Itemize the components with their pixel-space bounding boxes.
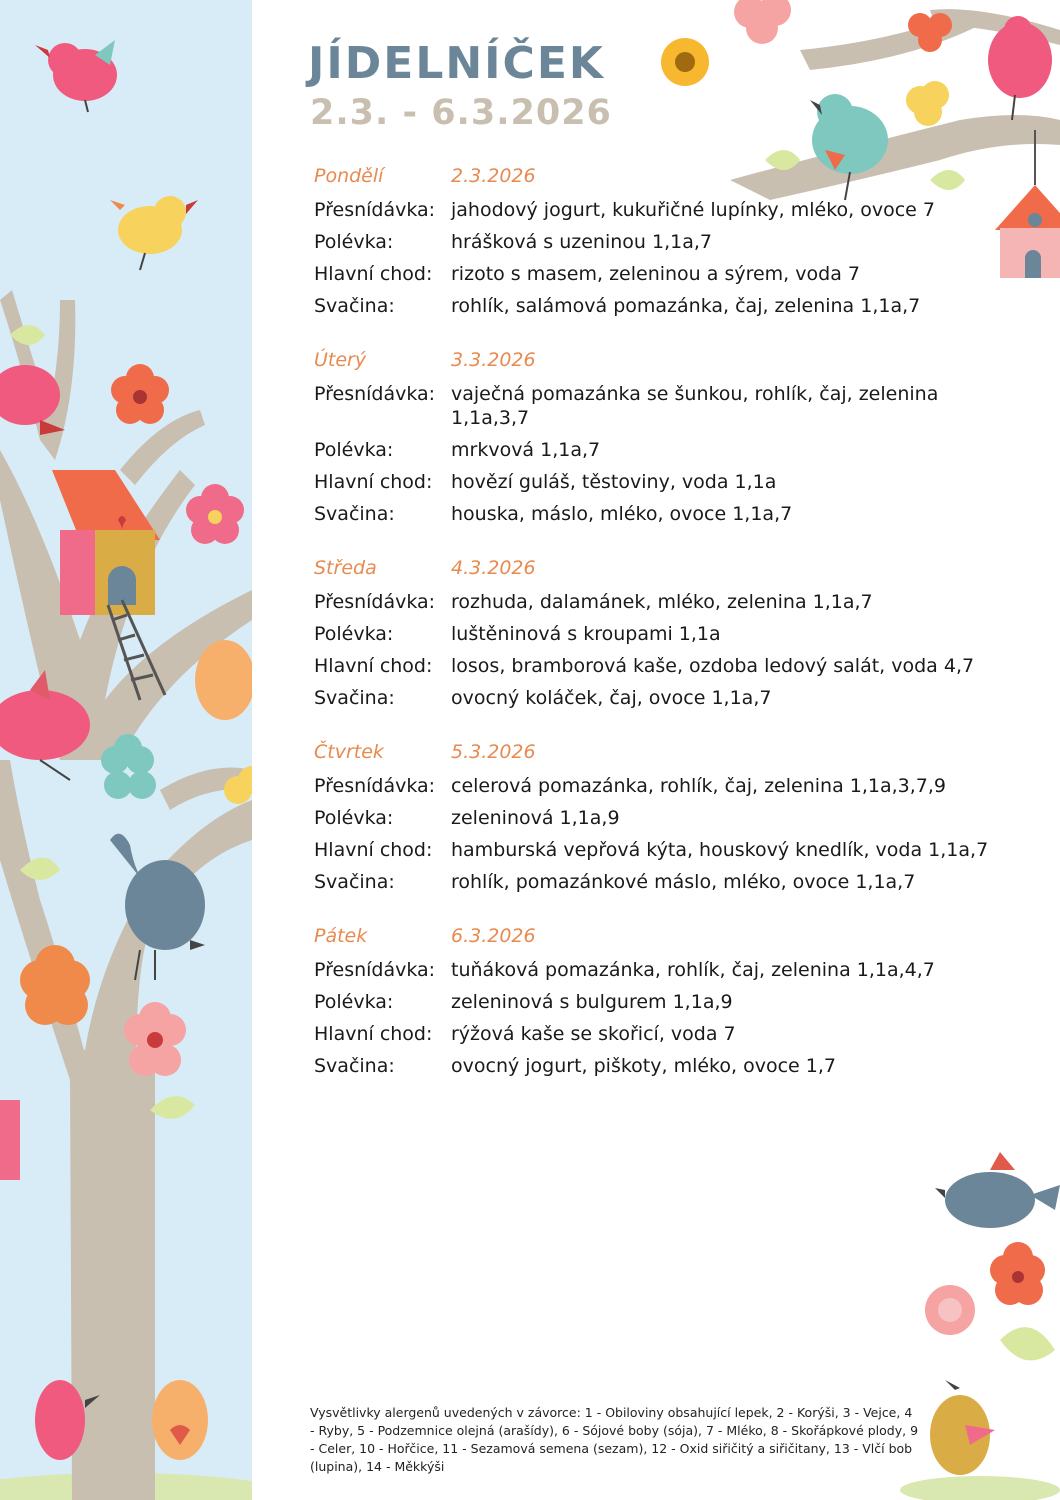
day-heading: [314, 346, 994, 374]
day-date: 4.3.2026: [451, 557, 536, 579]
meal-row: [314, 1054, 994, 1078]
day-name: Pondělí: [314, 165, 384, 187]
meal-label: Svačina:: [314, 295, 395, 317]
meal-text: ovocný jogurt, piškoty, mléko, ovoce 1,7: [451, 1055, 836, 1077]
meal-label: Svačina:: [314, 871, 395, 893]
meal-text: rohlík, salámová pomazánka, čaj, zelenina 1,1a,7: [451, 295, 921, 317]
meal-label: Polévka:: [314, 991, 394, 1013]
meal-label: Přesnídávka:: [314, 775, 436, 797]
day-heading: [314, 162, 994, 190]
meal-row: [314, 1022, 994, 1046]
meal-row: [314, 590, 994, 614]
day-heading: [314, 922, 994, 950]
meal-row: [314, 990, 994, 1014]
meal-label: Svačina:: [314, 687, 395, 709]
meal-text: celerová pomazánka, rohlík, čaj, zelenina 1,1a,3,7,9: [451, 775, 947, 797]
day-section: [314, 738, 994, 894]
meal-row: [314, 806, 994, 830]
meal-text: ovocný koláček, čaj, ovoce 1,1a,7: [451, 687, 772, 709]
date-range: 2.3. - 6.3.2026: [310, 93, 612, 133]
meal-row: [314, 838, 994, 862]
day-date: 2.3.2026: [451, 165, 536, 187]
meal-row: [314, 230, 994, 254]
day-date: 3.3.2026: [451, 349, 536, 371]
meal-label: Hlavní chod:: [314, 839, 433, 861]
bottom-right-birds-decoration: [900, 1140, 1060, 1500]
day-date: 5.3.2026: [451, 741, 536, 763]
decorative-tree-strip: [0, 0, 252, 1500]
meal-label: Svačina:: [314, 1055, 395, 1077]
meal-label: Hlavní chod:: [314, 263, 433, 285]
meal-label: Přesnídávka:: [314, 591, 436, 613]
meal-text: rohlík, pomazánkové máslo, mléko, ovoce 1,1a,7: [451, 871, 916, 893]
meal-text: mrkvová 1,1a,7: [451, 439, 601, 461]
day-name: Středa: [314, 557, 377, 579]
tree-illustration: [0, 0, 252, 1500]
meal-text: hrášková s uzeninou 1,1a,7: [451, 231, 712, 253]
meal-label: Přesnídávka:: [314, 383, 436, 405]
day-section: [314, 554, 994, 710]
meal-row: [314, 622, 994, 646]
day-date: 6.3.2026: [451, 925, 536, 947]
allergen-legend: Vysvětlivky alergenů uvedených v závorce: 1 - Obiloviny obsahující lepek, 2 - Korýši, 3 - Vejce, 4 - Ryby, 5 - Podzemnice olejná (arašídy), 6 - Sójové boby (sója), 7 - Mléko, 8 - Skořápkové plody, 9 - Celer, 10 - Hořčice, 11 - Sezamová semena (sezam), 12 - Oxid siřičitý a siřičitany, 13 - Vlčí bob (lupina), 14 - Měkkýši: [310, 1405, 919, 1474]
meal-row: [314, 958, 994, 982]
meal-label: Svačina:: [314, 503, 395, 525]
meal-text: losos, bramborová kaše, ozdoba ledový salát, voda 4,7: [451, 655, 975, 677]
meal-text: hovězí guláš, těstoviny, voda 1,1a: [451, 471, 777, 493]
meal-row: [314, 198, 994, 222]
meal-text: tuňáková pomazánka, rohlík, čaj, zelenina 1,1a,4,7: [451, 959, 935, 981]
meal-text: rýžová kaše se skořicí, voda 7: [451, 1023, 736, 1045]
meal-row: [314, 262, 994, 286]
meal-row: [314, 774, 994, 798]
meal-text: houska, máslo, mléko, ovoce 1,1a,7: [451, 503, 793, 525]
meal-label: Polévka:: [314, 807, 394, 829]
page-title: JÍDELNÍČEK: [308, 38, 605, 89]
meal-label: Přesnídávka:: [314, 959, 436, 981]
meal-text: vaječná pomazánka se šunkou, rohlík, čaj, zelenina 1,1a,3,7: [451, 383, 939, 429]
meal-label: Hlavní chod:: [314, 655, 433, 677]
meal-text: rozhuda, dalamánek, mléko, zelenina 1,1a,7: [451, 591, 873, 613]
day-name: Pátek: [314, 925, 368, 947]
meal-label: Přesnídávka:: [314, 199, 436, 221]
meal-label: Polévka:: [314, 623, 394, 645]
meal-label: Hlavní chod:: [314, 471, 433, 493]
day-name: Čtvrtek: [314, 741, 384, 763]
meal-label: Polévka:: [314, 439, 394, 461]
meal-row: [314, 870, 994, 894]
meal-row: [314, 382, 994, 430]
meal-row: [314, 470, 994, 494]
meal-row: [314, 502, 994, 526]
meal-row: [314, 686, 994, 710]
day-section: [314, 162, 994, 318]
day-section: [314, 922, 994, 1078]
meal-label: Polévka:: [314, 231, 394, 253]
weekly-menu: [314, 162, 994, 1106]
day-heading: [314, 738, 994, 766]
meal-row: [314, 294, 994, 318]
day-section: [314, 346, 994, 526]
meal-text: luštěninová s kroupami 1,1a: [451, 623, 721, 645]
meal-label: Hlavní chod:: [314, 1023, 433, 1045]
meal-text: zeleninová s bulgurem 1,1a,9: [451, 991, 733, 1013]
day-heading: [314, 554, 994, 582]
meal-row: [314, 438, 994, 462]
meal-text: hamburská vepřová kýta, houskový knedlík, voda 1,1a,7: [451, 839, 989, 861]
day-name: Úterý: [314, 349, 367, 371]
meal-text: rizoto s masem, zeleninou a sýrem, voda 7: [451, 263, 860, 285]
meal-row: [314, 654, 994, 678]
meal-text: zeleninová 1,1a,9: [451, 807, 620, 829]
meal-text: jahodový jogurt, kukuřičné lupínky, mléko, ovoce 7: [451, 199, 935, 221]
